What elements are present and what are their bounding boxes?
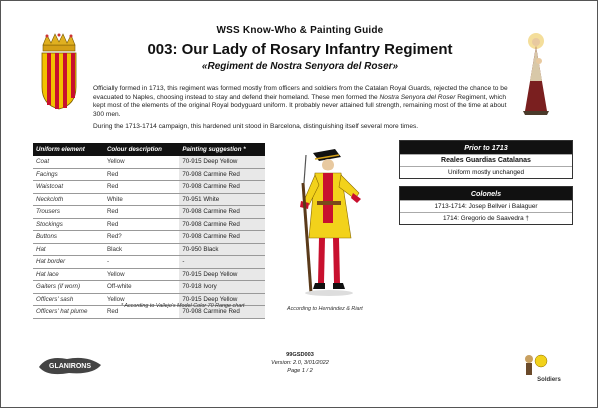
colonels-heading: Colonels (400, 187, 572, 200)
uniform-table-body (33, 156, 265, 318)
uniform-element-cell: Trousers (33, 206, 104, 219)
painting-suggestion-cell: 70-908 Carmine Red (179, 231, 265, 244)
table-row (33, 268, 265, 281)
prior-heading: Prior to 1713 (400, 141, 572, 154)
colour-description-cell: Red (104, 206, 179, 219)
table-row (33, 181, 265, 194)
uniform-element-cell: Officers' sash (33, 293, 104, 306)
painting-suggestion-cell: 70-908 Carmine Red (179, 218, 265, 231)
soldier-figure (279, 143, 379, 303)
prior-to-1713-box (399, 140, 573, 179)
painting-suggestion-cell: 70-908 Carmine Red (179, 306, 265, 319)
uniform-element-cell: Buttons (33, 231, 104, 244)
table-row (33, 231, 265, 244)
painting-suggestion-cell: 70-918 Ivory (179, 281, 265, 294)
colour-description-cell: Yellow (104, 268, 179, 281)
table-row (33, 206, 265, 219)
colour-description-cell: Off-white (104, 281, 179, 294)
intro-text-a: Officially formed in 1713, this regiment was formed mostly from officers and soldiers from the Catalan Royal Guards, rejected the chance to be evacuated to Naples, choosing instead to stay and defend their homeland. These men formed the (93, 85, 508, 101)
table-row (33, 256, 265, 269)
regiment-native-name: «Regiment de Nostra Senyora del Roser» (201, 61, 399, 72)
colonel-item: 1714: Gregorio de Saavedra † (400, 212, 572, 224)
soldiers-logo (519, 351, 571, 383)
table-row (33, 193, 265, 206)
uniform-element-cell: Hat (33, 243, 104, 256)
table-footnote: * According to Vallejo's Model Color 70 Range chart (121, 303, 245, 309)
colonel-item: 1713-1714: Josep Bellver i Balaguer (400, 200, 572, 212)
uniform-element-cell: Hat border (33, 256, 104, 269)
uniform-element-cell: Stockings (33, 218, 104, 231)
intro-text-em: Nostra Senyora del Roser (379, 93, 456, 101)
colour-description-cell: Red (104, 218, 179, 231)
intro-text (93, 85, 509, 136)
painting-suggestion-cell: 70-908 Carmine Red (179, 181, 265, 194)
table-row (33, 243, 265, 256)
prior-unit: Reales Guardias Catalanas (400, 154, 572, 166)
page-number: Page 1 / 2 (287, 368, 313, 374)
column-header: Uniform element (33, 143, 104, 156)
footer (1, 351, 599, 375)
colour-description-cell: Yellow (104, 293, 179, 306)
uniform-element-cell: Waistcoat (33, 181, 104, 194)
table-row (33, 281, 265, 294)
painting-suggestion-cell: 70-908 Carmine Red (179, 168, 265, 181)
colour-description-cell: - (104, 256, 179, 269)
painting-suggestion-cell: 70-915 Deep Yellow (179, 156, 265, 168)
document-version: Version: 2.0, 3/01/2022 (271, 360, 329, 366)
colour-description-cell: White (104, 193, 179, 206)
table-row (33, 168, 265, 181)
uniform-element-cell: Hat lace (33, 268, 104, 281)
table-row (33, 218, 265, 231)
colour-description-cell: Red (104, 181, 179, 194)
painting-suggestion-cell: 70-908 Carmine Red (179, 206, 265, 219)
uniform-element-cell: Gaiters (if worn) (33, 281, 104, 294)
uniform-element-cell: Neckcloth (33, 193, 104, 206)
uniform-element-cell: Officers' hat plume (33, 306, 104, 319)
series-title: WSS Know-Who & Painting Guide (216, 25, 384, 36)
intro-paragraph-2: During the 1713-1714 campaign, this hardened unit stood in Barcelona, distinguishing itself several more times. (93, 123, 419, 131)
intro-paragraph-1 (93, 85, 509, 119)
colour-description-cell: Black (104, 243, 179, 256)
painting-suggestion-cell: 70-915 Deep Yellow (179, 293, 265, 306)
colonels-box (399, 186, 573, 225)
soldiers-logo-text: Soldiers (537, 377, 561, 383)
painting-suggestion-cell: 70-951 White (179, 193, 265, 206)
document-code: 99GSD003 (286, 352, 314, 358)
table-header-row (33, 143, 265, 156)
painting-suggestion-cell: 70-915 Deep Yellow (179, 268, 265, 281)
publisher-logo-text: GLANIRONS (49, 363, 91, 370)
column-header: Colour description (104, 143, 179, 156)
prior-status: Uniform mostly unchanged (400, 166, 572, 178)
colour-description-cell: Red (104, 168, 179, 181)
colour-description-cell: Red? (104, 231, 179, 244)
header (1, 25, 599, 72)
painting-suggestion-cell: 70-950 Black (179, 243, 265, 256)
uniform-element-cell: Facings (33, 168, 104, 181)
page-title: 003: Our Lady of Rosary Infantry Regiment (147, 41, 453, 58)
uniform-table (33, 143, 265, 319)
colour-description-cell: Yellow (104, 156, 179, 168)
figure-caption: According to Hernández & Riart (287, 306, 363, 312)
table-row (33, 156, 265, 168)
painting-suggestion-cell: - (179, 256, 265, 269)
column-header: Painting suggestion * (179, 143, 265, 156)
uniform-element-cell: Coat (33, 156, 104, 168)
colour-description-cell: Red (104, 306, 179, 319)
intro-text-b: Regiment, which kept most of the elements of the original Royal bodyguard uniform. It probably never attained full strength, remaining most of the time at about 300 men. (93, 93, 507, 118)
